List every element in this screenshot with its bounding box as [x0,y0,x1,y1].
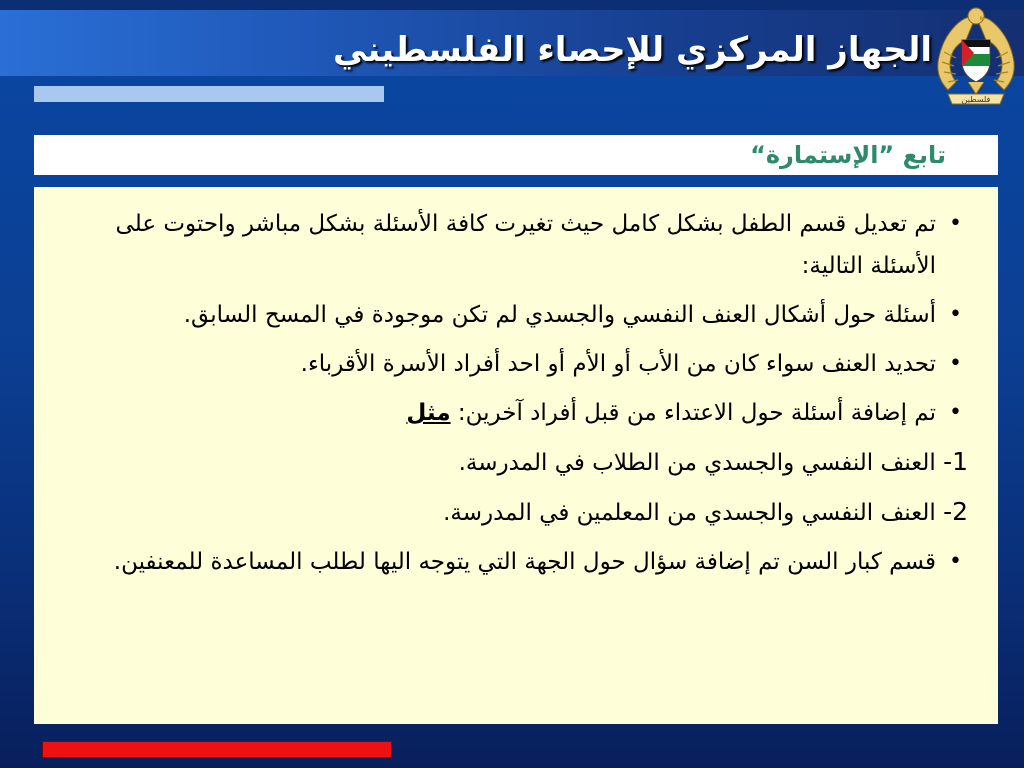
decorative-red-bar [42,741,392,758]
numbered-item-text: العنف النفسي والجسدي من المعلمين في المدرسة. [443,500,936,526]
decorative-light-stripe [34,86,384,102]
list-item [68,203,968,287]
slide-header-title: الجهاز المركزي للإحصاء الفلسطيني [332,30,932,70]
list-item-text: أسئلة حول أشكال العنف النفسي والجسدي لم تكن موجودة في المسح السابق. [183,302,936,328]
list-item-text: قسم كبار السن تم إضافة سؤال حول الجهة التي يتوجه اليها لطلب المساعدة للمعنفين. [113,549,936,575]
numbered-item [68,441,968,484]
slide-subtitle: تابع ”الإستمارة“ [750,141,946,169]
list-item-emphasis: مثل [406,400,451,426]
subtitle-bar [34,135,998,175]
list-item-text: تم إضافة أسئلة حول الاعتداء من قبل أفراد آخرين: [450,400,936,426]
list-item-text: تحديد العنف سواء كان من الأب أو الأم أو احد أفراد الأسرة الأقرباء. [300,351,936,377]
item-number: 2- [943,497,968,526]
palestinian-eagle-emblem-icon [934,2,1018,108]
list-item [68,294,968,336]
top-edge [0,0,1024,10]
numbered-item [68,491,968,534]
list-item-text: تم تعديل قسم الطفل بشكل كامل حيث تغيرت كافة الأسئلة بشكل مباشر واحتوت على الأسئلة التالية: [115,211,936,279]
numbered-item-text: العنف النفسي والجسدي من الطلاب في المدرسة. [458,450,936,476]
content-box [34,187,998,724]
list-item [68,343,968,385]
list-item [68,392,968,434]
list-item [68,541,968,583]
emblem-banner-text: فلسطين [961,95,991,104]
item-number: 1- [943,447,968,476]
content-list [68,203,968,590]
